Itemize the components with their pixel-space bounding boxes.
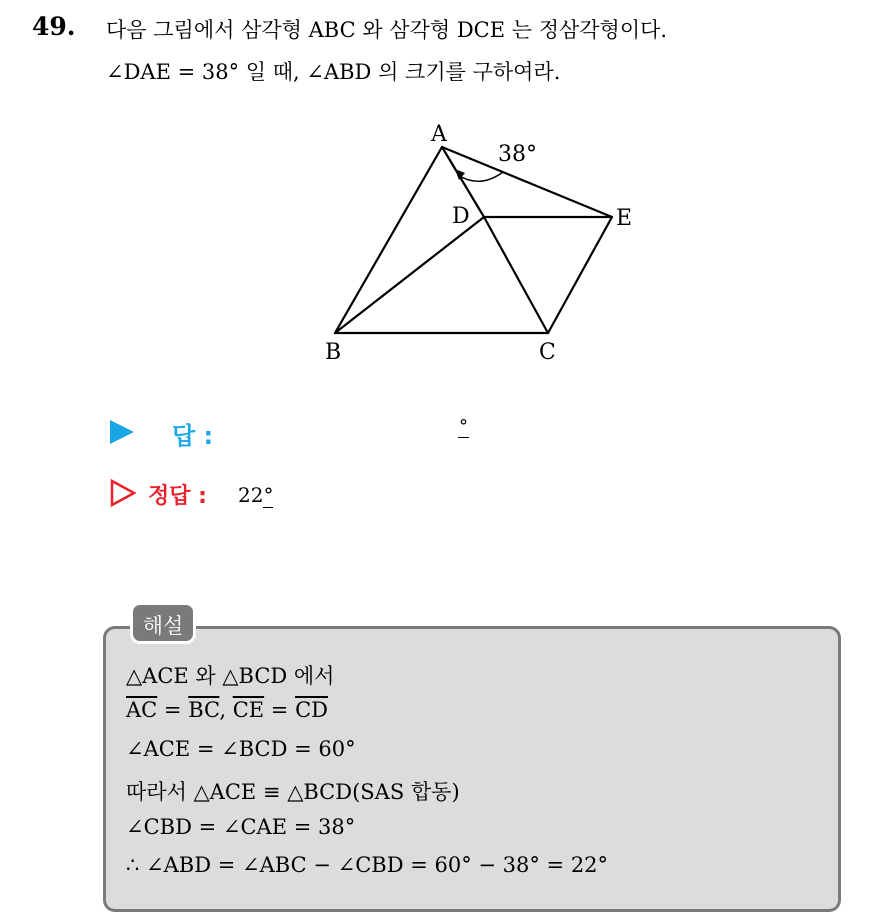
eq-text-2: = [264, 698, 296, 722]
label-D: D [452, 204, 470, 229]
explanation-line5: ∠CBD = ∠CAE = 38° [126, 815, 356, 839]
explanation-line6: ∴ ∠ABD = ∠ABC − ∠CBD = 60° − 38° = 22° [126, 853, 609, 877]
segment-BC-text: $\overline{BC}$ [188, 698, 220, 722]
angle-arc [458, 172, 503, 181]
eq-text-1: = [157, 698, 189, 722]
answer-label: 답 : [172, 422, 214, 450]
label-angle: 38° [498, 142, 537, 167]
geometry-figure [300, 105, 660, 370]
segment-EC [548, 217, 612, 333]
correct-unit: ° [263, 483, 274, 507]
question-text-line1: 다음 그림에서 삼각형 ABC 와 삼각형 DCE 는 정삼각형이다. [106, 18, 668, 42]
red-outline-triangle-icon [110, 479, 136, 507]
segment-CE-text: $\overline{CE}$ [232, 698, 265, 722]
label-E: E [616, 206, 633, 231]
segment-CD-text: $\overline{CD}$ [295, 698, 328, 722]
label-A: A [431, 122, 447, 147]
question-text-line2: ∠DAE = 38° 일 때, ∠ABD 의 크기를 구하여라. [106, 60, 561, 84]
segment-DC [484, 217, 548, 333]
blue-triangle-icon [110, 420, 134, 444]
explanation-line4: 따라서 △ACE ≡ △BCD(SAS 합동) [126, 780, 460, 804]
explanation-line2 [126, 698, 328, 722]
label-C: C [539, 340, 556, 365]
segment-BD [335, 217, 484, 333]
correct-value: 22 [238, 483, 264, 507]
explanation-line3: ∠ACE = ∠BCD = 60° [126, 737, 356, 761]
correct-answer-row [110, 475, 610, 515]
answer-row [110, 412, 610, 452]
answer-unit-text: ° [459, 416, 468, 437]
correct-value-wrap [238, 483, 273, 507]
explanation-line1: △ACE 와 △BCD 에서 [126, 664, 335, 688]
correct-label: 정답 : [148, 484, 207, 509]
segment-AC-text: $\overline{AC}$ [126, 698, 158, 722]
segment-AB [335, 147, 442, 333]
explanation-tag: 해설 [130, 602, 196, 644]
comma-text: , [219, 698, 233, 722]
question-number: 49. [32, 12, 76, 41]
answer-unit [458, 416, 469, 437]
label-B: B [325, 340, 342, 365]
